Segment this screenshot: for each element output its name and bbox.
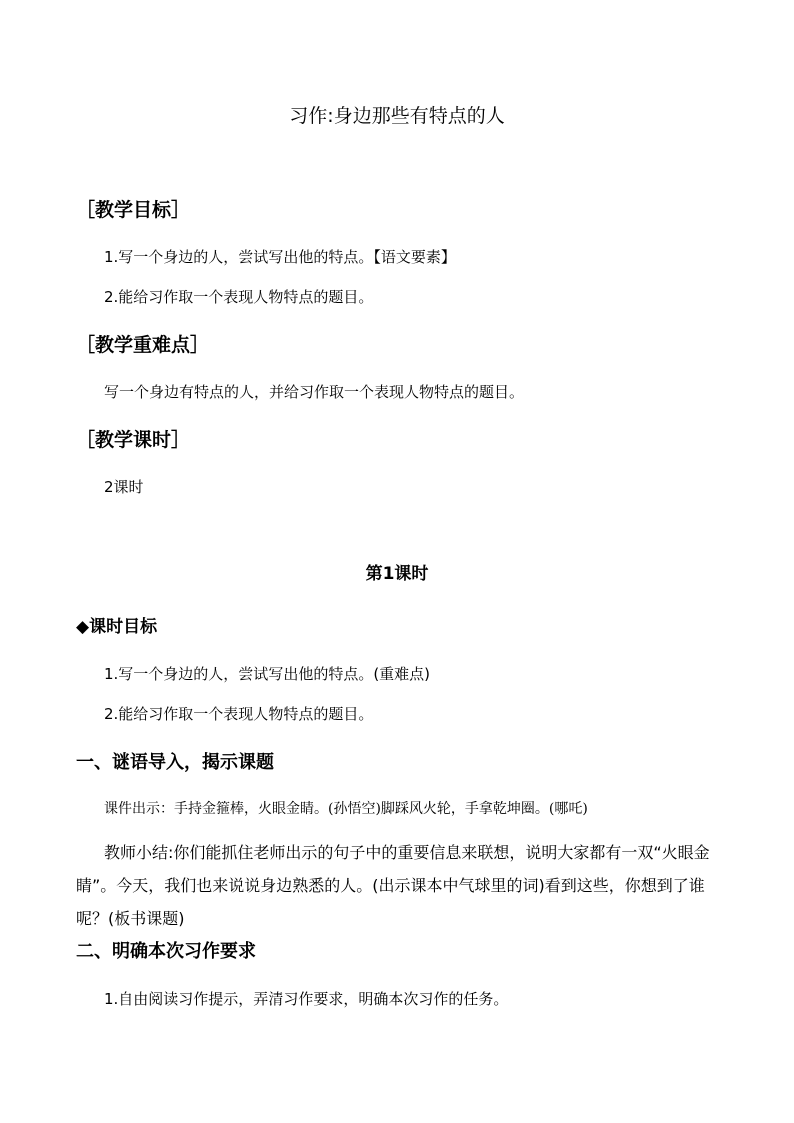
heading-teaching-hours: ［教学课时］ [76, 429, 191, 451]
heading-teaching-goals: ［教学目标］ [76, 199, 191, 221]
goal-item-2: 2.能给习作取一个表现人物特点的题目。 [104, 288, 374, 306]
teaching-hours-text: 2课时 [104, 478, 144, 496]
heading-part-2: 二、明确本次习作要求 [76, 941, 256, 962]
heading-lesson-goals: ◆课时目标 [76, 617, 158, 637]
lesson-goal-item-1: 1.写一个身边的人，尝试写出他的特点。(重难点) [104, 665, 431, 683]
part-2-item-1: 1.自由阅读习作提示，弄清习作要求，明确本次习作的任务。 [104, 990, 509, 1008]
courseware-text: 课件出示：手持金箍棒，火眼金睛。(孙悟空)脚踩风火轮，手拿乾坤圈。(哪吒) [104, 801, 588, 817]
lesson-goal-item-2: 2.能给习作取一个表现人物特点的题目。 [104, 705, 374, 723]
heading-key-points: ［教学重难点］ [76, 334, 210, 356]
goal-item-1: 1.写一个身边的人，尝试写出他的特点。【语文要素】 [104, 248, 456, 266]
teacher-summary-paragraph: 教师小结:你们能抓住老师出示的句子中的重要信息来联想，说明大家都有一双“火眼金睛”。今天，我们也来说说身边熟悉的人。(出示课本中气球里的词)看到这些，你想到了谁呢？(板书课题) [76, 843, 710, 928]
lesson-1-title: 第1课时 [365, 564, 429, 584]
heading-part-1: 一、谜语导入，揭示课题 [76, 752, 274, 773]
key-points-text: 写一个身边有特点的人，并给习作取一个表现人物特点的题目。 [104, 383, 525, 401]
document-title: 习作:身边那些有特点的人 [289, 105, 505, 127]
